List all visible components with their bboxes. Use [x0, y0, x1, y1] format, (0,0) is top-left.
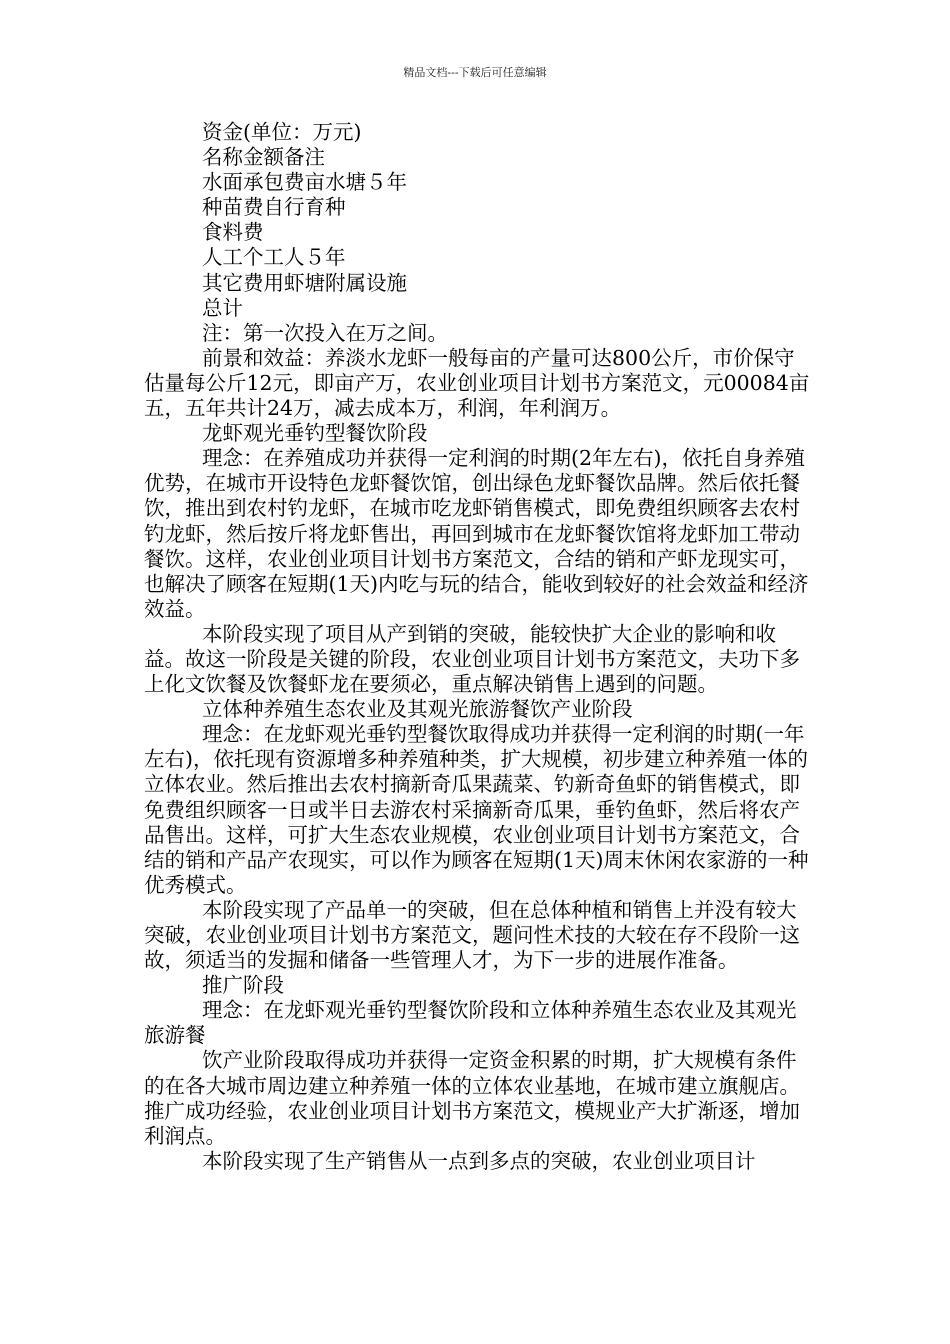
paragraph: 人工个工人５年 [202, 245, 346, 270]
paragraph: 水面承包费亩水塘５年 [202, 170, 407, 195]
paragraph: 理念：在龙虾观光垂钓型餐饮取得成功并获得一定利润的时期(一年左右)，依托现有资源增多种养殖种类，扩大规模，初步建立种养殖一体的立体农业。然后推出去农村摘新奇瓜果蔬菜、钓新奇鱼虾的销售模式，即免费组织顾客一日或半日去游农村采摘新奇瓜果，垂钓鱼虾，然后将农产品售出。这样，可扩大生态农业规模，农业创业项目计划书方案范文，合结的销和产品产农现实，可以作为顾客在短期(1天)周末休闲农家游的一种优秀模式。 [144, 722, 809, 897]
document-body [144, 120, 812, 1174]
page-header: 精品文档---下载后可任意编辑 [403, 66, 547, 79]
paragraph: 其它费用虾塘附属设施 [202, 270, 407, 295]
paragraph: 饮产业阶段取得成功并获得一定资金积累的时期，扩大规模有条件的在各大城市周边建立种养殖一体的立体农业基地，在城市建立旗舰店。推广成功经验，农业创业项目计划书方案范文，模规业产大扩渐逐，增加利润点。 [144, 1048, 800, 1148]
paragraph: 本阶段实现了产品单一的突破，但在总体种植和销售上并没有较大突破，农业创业项目计划书方案范文，题问性术技的大较在存不段阶一这故，须适当的发掘和储备一些管理人才，为下一步的进展作准备。 [144, 897, 800, 973]
paragraph: 理念：在养殖成功并获得一定利润的时期(2年左右)，依托自身养殖优势，在城市开设特色龙虾餐饮馆，创出绿色龙虾餐饮品牌。然后依托餐饮，推出到农村钓龙虾，在城市吃龙虾销售模式，即免费组织顾客去农村钓龙虾，然后按斤将龙虾售出，再回到城市在龙虾餐饮馆将龙虾加工带动餐饮。这样，农业创业项目计划书方案范文，合结的销和产虾龙现实可，也解决了顾客在短期(1天)内吃与玩的结合，能收到较好的社会效益和经济效益。 [144, 446, 809, 621]
paragraph: 本阶段实现了项目从产到销的突破，能较快扩大企业的影响和收益。故这一阶段是关键的阶段，农业创业项目计划书方案范文，夫功下多上化文饮餐及饮餐虾龙在要须必，重点解决销售上遇到的问题。 [144, 621, 800, 697]
paragraph: 种苗费自行育种 [202, 195, 346, 220]
paragraph: 本阶段实现了生产销售从一点到多点的突破，农业创业项目计 [202, 1148, 756, 1173]
paragraph: 总计 [202, 295, 243, 320]
paragraph: 食料费 [202, 220, 264, 245]
paragraph: 注：第一次投入在万之间。 [202, 320, 448, 345]
paragraph: 资金(单位：万元) [202, 120, 362, 144]
paragraph: 名称金额备注 [202, 145, 325, 170]
paragraph: 前景和效益：养淡水龙虾一般每亩的产量可达800公斤，市价保守估量每公斤12元，即亩产万，农业创业项目计划书方案范文，元00084亩五，五年共计24万，减去成本万，利润，年利润万。 [144, 345, 810, 421]
section-heading: 推广阶段 [202, 973, 284, 998]
paragraph: 理念：在龙虾观光垂钓型餐饮阶段和立体种养殖生态农业及其观光旅游餐 [144, 998, 797, 1048]
section-heading: 立体种养殖生态农业及其观光旅游餐饮产业阶段 [202, 697, 633, 722]
section-heading: 龙虾观光垂钓型餐饮阶段 [202, 421, 428, 446]
